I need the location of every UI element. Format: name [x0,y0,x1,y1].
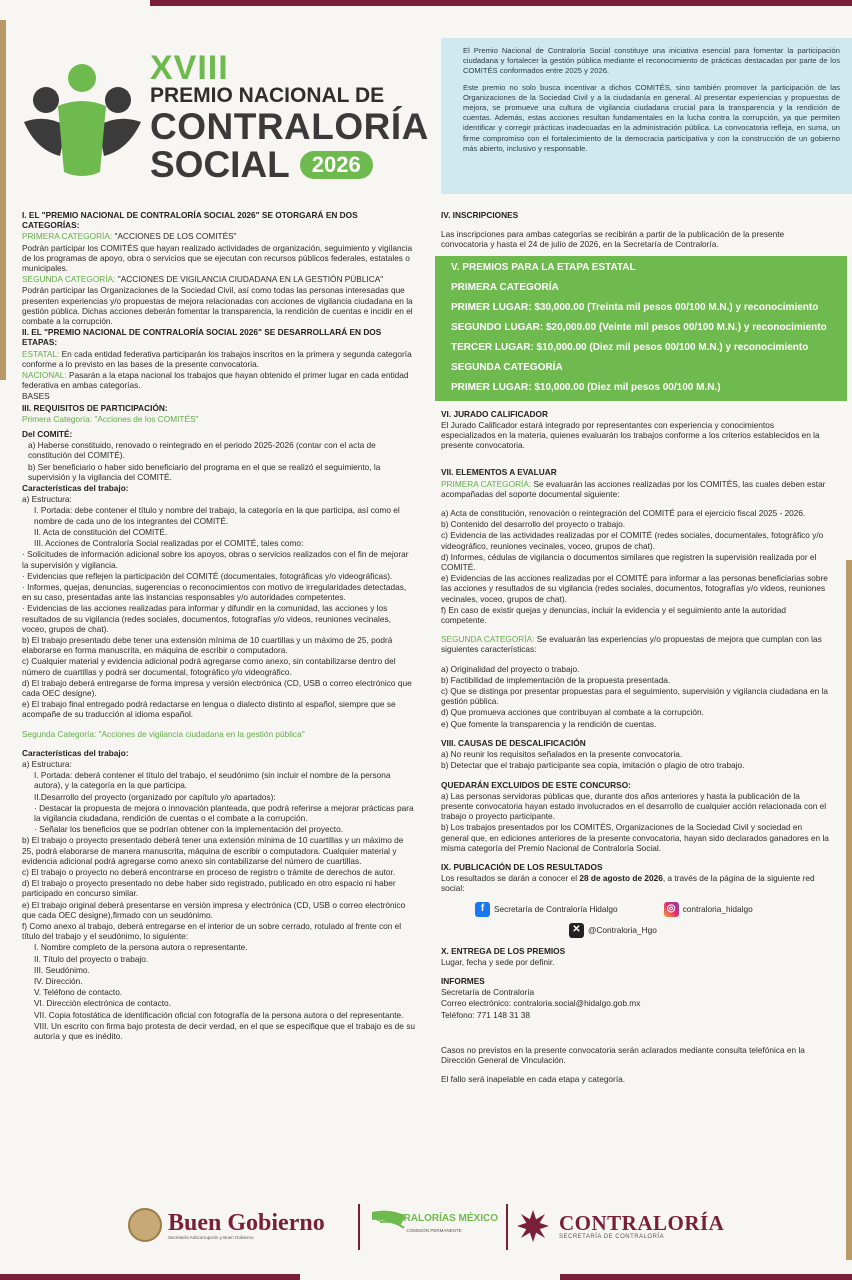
prize-cat2-first: PRIMER LUGAR: $10,000.00 (Diez mil pesos 00/100 M.N.) [451,381,721,393]
cat2-e: e) El trabajo original deberá presentarse en versión impresa y electrónica (CD, USB o correo electrónico que cada OEC designe),firmado con un seudónimo. [22,899,406,920]
section-9-title: IX. PUBLICACIÓN DE LOS RESULTADOS [441,861,603,872]
s7-item-f: f) En caso de existir quejas y denuncias, incluir la evidencia y el seguimiento ante la autoridad competente. [441,604,786,626]
right-column [441,210,829,1085]
prizes-title: V. PREMIOS PARA LA ETAPA ESTATAL [451,261,636,273]
nacional-label: NACIONAL: [22,370,67,381]
s7-cat2-label: SEGUNDA CATEGORÍA: [441,634,535,645]
title-premio: PREMIO NACIONAL DE [150,84,385,107]
cat2-estructura-1: I. Portada: deberá contener el título del trabajo, el seudónimo (sin incluir el nombre de la persona autora), y la categoría en la que participa. [34,770,391,791]
accion-bullet-4: · Evidencias de las acciones realizadas para informar y difundir en la comunidad, las acciones y los resultados de su vigilancia (redes sociales, documentos, fotografías y/o videos, reuniones vecinales, voceo, grupos de chat). [22,603,391,634]
left-border-bar [0,20,6,380]
casos-no-previstos: Casos no previstos en la presente convocatoria serán aclarados mediante consulta telefónica en la Dirección General de Vinculación. [441,1044,805,1065]
left-column [22,210,415,1042]
bases-label: BASES [22,391,50,402]
s9-text-pre: Los resultados se darán a conocer el [441,873,580,884]
bottom-border-bar-right [560,1274,852,1280]
intro-paragraph-2: Este premio no solo busca incentivar a dichos COMITÉS, sino también promover la participación de las Organizaciones de la Sociedad Civil y a la ciudadanía en general. Al presentar experiencias y propuestas de mejora, se promueve una cultura de vigilancia ciudadana crucial para la transparencia y la rendición de cuentas. Además, estas acciones resultan fundamentales en la lucha contra la corrupción, ya que permiten identificar y corregir prácticas inadecuadas en la administración pública. La convocatoria refleja, en suma, un firme compromiso con el fortalecimiento de la democracia participativa y con la construcción de un gobierno más abierto, inclusivo y responsable. [463,82,840,153]
anexo-item-6: VI. Dirección electrónica de contacto. [34,998,171,1009]
s7-item-c: c) Evidencia de las actividades realizadas por el COMITÉ (redes sociales, documentales, fotográfico y/o videográfico, reuniones vecinales, voceo, grupos de chat). [441,530,824,551]
cat1-text: Podrán participar los COMITÉS que hayan realizado actividades de organización, seguimiento y vigilancia de los programas de apoyo, obra o servicios que se ejecutan con recursos públicos federales, estatales o municipales. [22,242,413,274]
section-10-text: Lugar, fecha y sede por definir. [441,956,555,967]
buen-gobierno-logo [128,1208,325,1242]
hidalgo-flower-icon [515,1208,551,1244]
cat1-label: PRIMERA CATEGORÍA: [22,231,113,242]
section-4-text: Las inscripciones para ambas categorías se recibirán a partir de la publicación de la presente convocatoria y hasta el 24 de julio de 2026, en la Secretaría de Contraloría. [441,229,785,250]
caract-b: b) El trabajo presentado debe tener una extensión mínima de 10 cuartillas y un máximo de 25, podrá elaborarse en forma manuscrita, en máquina de escribir o computadora. [22,634,393,656]
req-b: b) Ser beneficiario o haber sido beneficiario del programa en el que se realizó el seguimiento, la supervisión y la vigilancia del COMITÉ. [28,461,381,482]
cat2-name: "ACCIONES DE VIGILANCIA CIUDADANA EN LA GESTIÓN PÚBLICA" [115,274,384,285]
s7-cat2-c: c) Que se distinga por presentar propuestas para el seguimiento, supervisión y vigilancia ciudadana en la gestión pública. [441,686,828,707]
prize-third: TERCER LUGAR: $10,000.00 (Diez mil pesos 00/100 M.N.) y reconocimiento [451,341,809,353]
s7-cat2-a: a) Originalidad del proyecto o trabajo. [441,663,580,674]
s7-cat1-label: PRIMERA CATEGORÍA: [441,478,532,489]
s7-cat2-e: e) Que fomente la transparencia y la rendición de cuentas. [441,718,657,729]
estructura-item-2: II. Acta de constitución del COMITÉ. [34,526,168,537]
prizes-cat2: SEGUNDA CATEGORÍA [451,361,563,373]
exclusion-b: b) Los trabajos presentados por los COMITÉS, Organizaciones de la Sociedad Civil y sociedad en general que, en ediciones anteriores de la presente convocatoria, hayan sido declarados ganadores en la misma categoría del Premio Nacional de Contraloría Social. [441,822,829,853]
anexo-item-7: VII. Copia fotostática de identificación oficial con fotografía de la persona autora o del representante. [34,1009,404,1020]
informes-email: Correo electrónico: contraloria.social@hidalgo.gob.mx [441,998,641,1009]
estatal-label: ESTATAL: [22,348,60,359]
caract-c: c) Cualquier material y evidencia adicional podrá agregarse como anexo, sin contabilizarse dentro del número de cuartillas y podrá ser documental, fotográfico y/o videográfico. [22,656,396,677]
estructura-label: a) Estructura: [22,494,72,505]
s7-item-b: b) Contenido del desarrollo del proyecto o trabajo. [441,519,626,530]
cat2-label: SEGUNDA CATEGORÍA: [22,274,116,285]
year-badge: 2026 [300,151,373,179]
premio-title [150,49,430,185]
buen-gobierno-subtitle: Secretaría Anticorrupción y Buen Gobierno [168,1234,254,1240]
premio-people-logo [20,60,145,180]
s8-item-b: b) Detectar que el trabajo participante sea copia, imitación o plagio de otro trabajo. [441,760,745,771]
s3-cat2-title: Segunda Categoría: "Acciones de vigilancia ciudadana en la gestión pública" [22,728,305,739]
s3-cat1-title: Primera Categoría: "Acciones de los COMITÉS" [22,413,199,424]
informes-line-1: Secretaría de Contraloría [441,987,535,998]
nacional-text: Pasarán a la etapa nacional los trabajos que hayan obtenido el primer lugar en cada entidad federativa en ambas categorías. [22,370,409,391]
section-2-title: II. EL "PREMIO NACIONAL DE CONTRALORÍA SOCIAL 2026" SE DESARROLLARÁ EN DOS ETAPAS: [22,327,382,348]
s7-cat2-d: d) Que promueva acciones que contribuyan al combate a la corrupción. [441,707,704,718]
caract-d: d) El trabajo deberá entregarse de forma impresa y versión electrónica (CD, USB o correo electrónico que cada OEC designe). [22,677,412,698]
cat2-estructura-2: II.Desarrollo del proyecto (organizado por capítulo y/o apartados): [34,791,276,802]
bottom-border-bar [0,1274,300,1280]
title-contraloria: CONTRALORÍA [150,106,429,147]
s7-item-d: d) Informes, cédulas de vigilancia o documentos similares que registren la supervisión realizada por el COMITÉ. [441,551,817,573]
anexo-item-1: I. Nombre completo de la persona autora o representante. [34,942,248,953]
mexico-seal-icon [128,1208,162,1242]
x-label: @Contraloria_Hgo [588,924,657,935]
buen-gobierno-text: Buen Gobierno [168,1209,325,1236]
s7-item-e: e) Evidencias de las acciones realizadas por el COMITÉ para informar a las personas beneficiarias sobre las acciones y resultados de su vigilancia (redes sociales, documentos, fotografías y/o videos, reuniones vecinales, voceo, grupos de chat). [441,573,828,604]
informes-phone: Teléfono: 771 148 31 38 [441,1009,531,1020]
exclusion-title: QUEDARÁN EXCLUIDOS DE ESTE CONCURSO: [441,779,631,790]
footer-divider-2 [506,1204,508,1250]
cat2-bullet-1: · Destacar la propuesta de mejora o innovación planteada, que podrá referirse a mejorar prácticas para la vigilancia ciudadana, rendición de cuentas o el combate a la corrupción. [34,802,414,823]
contraloria-text: CONTRALORÍA [559,1211,725,1235]
cat2-b: b) El trabajo o proyecto presentado deberá tener una extensión mínima de 10 cuartillas y un máximo de 25, podrá elaborarse de manera manuscrita, máquina de escribir o computadora. Cualquier material y evidencia adicional podrá agregarse como anexo sin contabilizarse del número de cuartillas. [22,835,404,866]
anexo-item-2: II. Título del proyecto o trabajo. [34,953,149,964]
x-icon: ✕ [569,923,584,938]
cat2-d: d) El trabajo o proyecto presentado no debe haber sido registrado, publicado en otro espacio ni haber participado en concurso similar. [22,878,396,899]
caracteristicas2-heading: Características del trabajo: [22,747,129,758]
anexo-item-5: V. Teléfono de contacto. [34,987,123,998]
s8-item-a: a) No reunir los requisitos señalados en la presente convocatoria. [441,749,683,760]
section-6-title: VI. JURADO CALIFICADOR [441,408,548,419]
del-comite-heading: Del COMITÉ: [22,429,73,440]
section-6-text: El Jurado Calificador estará integrado por representantes con experiencia y conocimientos especializados en la materia, quienes evaluarán los trabajos conforme a los criterios establecidos en la presente convocatoria. [441,419,820,451]
facebook-icon: f [475,902,490,917]
footer-divider [358,1204,360,1250]
facebook-link[interactable] [475,902,618,917]
instagram-icon: ◎ [664,902,679,917]
instagram-link[interactable] [664,902,753,917]
contraloria-hidalgo-logo [515,1208,724,1244]
prizes-box [435,256,847,401]
estructura-item-1: I. Portada: debe contener el título y nombre del trabajo, la categoría en la que participa, así como el nombre de cada uno de los integrantes del COMITÉ. [34,505,400,526]
contralorias-mexico-subtitle: COMISIÓN PERMANENTE [406,1228,462,1233]
caract-e: e) El trabajo final entregado podrá redactarse en lengua o dialecto distinto al español, siempre que se acompañe de su traducción al idioma español. [22,699,396,720]
estructura-item-3: III. Acciones de Contraloría Social realizadas por el COMITÉ, tales como: [34,538,304,549]
accion-bullet-1: · Solicitudes de información adicional sobre los apoyos, obras o servicios realizados con el fin de mejorar la supervisión y vigilancia. [22,549,409,570]
accion-bullet-3: · Informes, quejas, denuncias, sugerencias o reconocimientos con motivo de irregularidades detectadas, en su caso, presentadas ante las instancias responsables y/o autoridades competentes. [22,581,407,603]
section-8-title: VIII. CAUSAS DE DESCALIFICACIÓN [441,737,586,748]
edition-number: XVIII [150,49,229,87]
s7-cat2-text: Se evaluarán las experiencias y/o propuestas de mejora que cumplan con las siguientes características: [441,634,822,655]
cat2-c: c) El trabajo o proyecto no deberá encontrarse en proceso de registro o trámite de derechos de autor. [22,866,396,877]
s7-cat2-b: b) Factibilidad de implementación de la propuesta presentada. [441,674,671,685]
contralorias-mexico-text: CONTRALORÍAS MÉXICO [375,1213,498,1224]
intro-paragraph-1: El Premio Nacional de Contraloría Social constituye una iniciativa esencial para fomentar la participación ciudadana y fortalecer la gestión pública mediante el reconocimiento de prácticas destacadas por parte de los COMITÉS conformados entre 2025 y 2026. [463,46,840,76]
title-social: SOCIAL [150,144,290,185]
intro-box [441,38,852,194]
cat2-bullet-2: · Señalar los beneficios que se podrían obtener con la implementación del proyecto. [34,824,344,835]
instagram-label: contraloria_hidalgo [682,903,753,914]
anexo-item-8: VIII. Un escrito con firma bajo protesta de decir verdad, en el que se especifique que el trabajo es de su autoría y que es inédito. [34,1020,415,1042]
estatal-text: En cada entidad federativa participarán los trabajos inscritos en la primera y segunda categoría conforme a lo previsto en las bases de la presente convocatoria. [22,348,412,369]
req-a: a) Haberse constituido, renovado o reintegrado en el periodo 2025-2026 (contar con el acta de constitución del COMITÉ). [28,440,376,461]
cat2-text: Podrán participar las Organizaciones de la Sociedad Civil, así como todas las personas interesadas que presenten experiencias y/o propuestas de mejora relacionadas con acciones de vigilancia ciudadana en la gestión pública. Dichas acciones deberán fomentar la transparencia, la rendición de cuentas e incidir en el combate a la corrupción. [22,285,413,327]
s9-text-post: , a través de la página de la siguiente red social: [441,873,815,894]
contralorias-mexico-logo [370,1206,498,1233]
section-10-title: X. ENTREGA DE LOS PREMIOS [441,945,566,956]
footer-logos [0,1200,852,1260]
estructura2-label: a) Estructura: [22,758,72,769]
anexo-item-4: IV. Dirección. [34,976,83,987]
prize-second: SEGUNDO LUGAR: $20,000.00 (Veinte mil pesos 00/100 M.N.) y reconocimiento [451,321,827,333]
cat2-f: f) Como anexo al trabajo, deberá entregarse en el interior de un sobre cerrado, rotulado al frente con el título del trabajo y el seudónimo, lo siguiente: [22,921,402,942]
section-3-title: III. REQUISITOS DE PARTICIPACIÓN: [22,402,168,413]
s7-item-a: a) Acta de constitución, renovación o reintegración del COMITÉ para el ejercicio fiscal 2025 - 2026. [441,508,806,519]
informes-title: INFORMES [441,975,485,986]
fallo-text: El fallo será inapelable en cada etapa y categoría. [441,1074,626,1085]
s7-cat1-text: Se evaluarán las acciones realizadas por los COMITÉS, las cuales deben estar acompañadas del soporte documental siguiente: [441,478,826,499]
section-4-title: IV. INSCRIPCIONES [441,210,519,220]
cat1-name: "ACCIONES DE LOS COMITÉS" [112,231,237,242]
accion-bullet-2: · Evidencias que reflejen la participación del COMITÉ (documentales, fotográficas y/o videográficas). [22,570,393,581]
section-1-title: I. EL "PREMIO NACIONAL DE CONTRALORÍA SOCIAL 2026" SE OTORGARÁ EN DOS CATEGORÍAS: [22,210,358,231]
top-border-bar [150,0,852,6]
right-border-bar [846,560,852,1260]
contraloria-subtitle: SECRETARÍA DE CONTRALORÍA [559,1234,665,1240]
s9-date: 28 de agosto de 2026 [579,873,663,884]
x-link[interactable] [569,923,657,938]
prizes-cat1: PRIMERA CATEGORÍA [451,281,559,293]
exclusion-a: a) Las personas servidoras públicas que, durante dos años anteriores y hasta la publicación de la presente convocatoria hayan estado involucrados en el desarrollo de cualquier acción relacionada con el trabajo o proyecto participante. [441,790,827,822]
anexo-item-3: III. Seudónimo. [34,964,90,975]
prize-first: PRIMER LUGAR: $30,000.00 (Treinta mil pesos 00/100 M.N.) y reconocimiento [451,301,819,313]
caracteristicas-heading: Características del trabajo: [22,483,129,494]
facebook-label: Secretaría de Contraloría Hidalgo [494,903,618,914]
section-7-title: VII. ELEMENTOS A EVALUAR [441,467,557,478]
